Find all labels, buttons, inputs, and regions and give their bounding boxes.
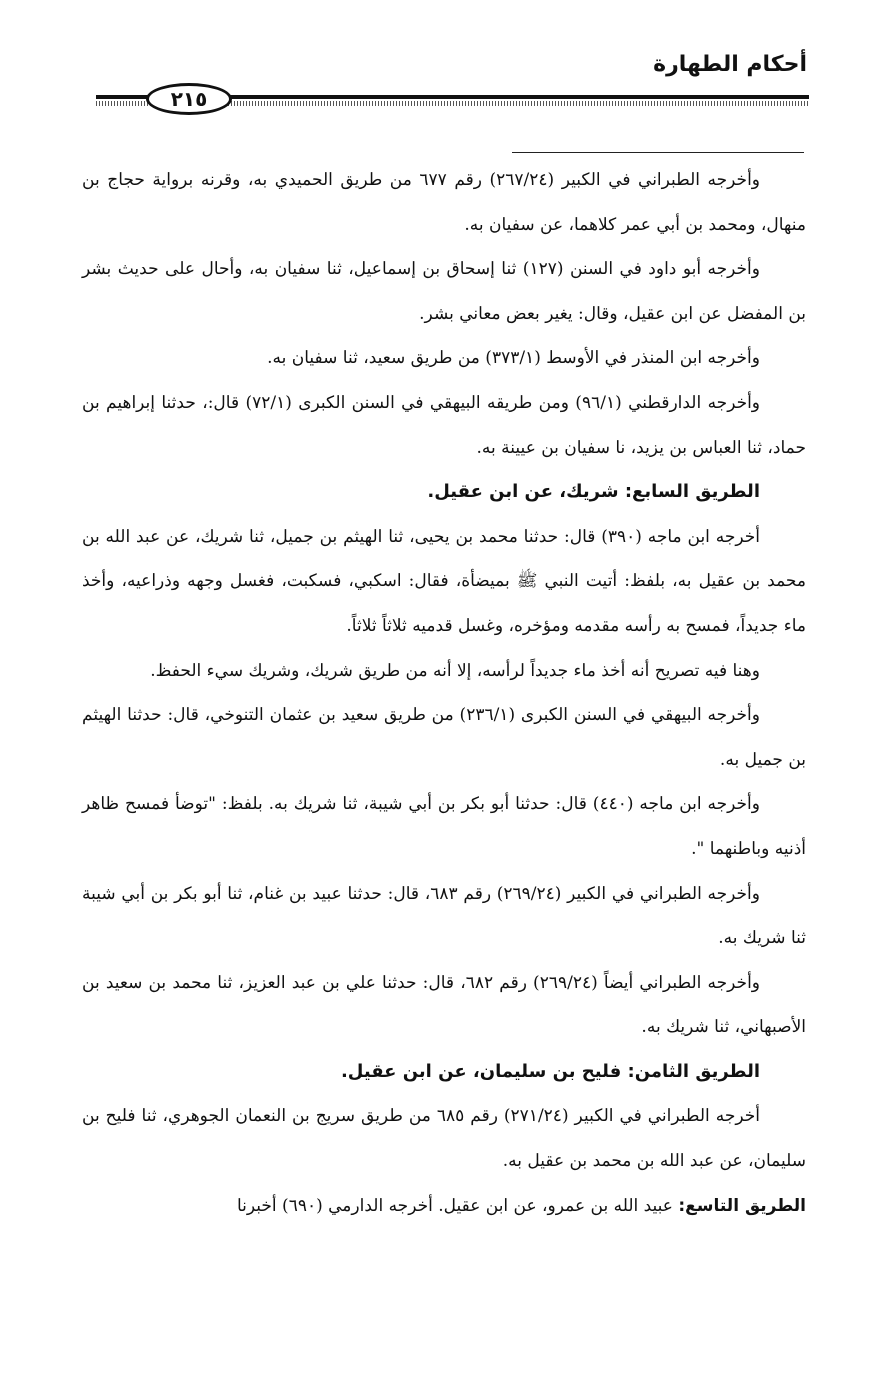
paragraph: وأخرجه الطبراني في الكبير (٢٦٩/٢٤) رقم ٦٨٣، قال: حدثنا عبيد بن غنام، ثنا أبو بكر بن أبي شيبة ثنا شريك به. bbox=[82, 883, 806, 949]
paragraph: أخرجه ابن ماجه (٣٩٠) قال: حدثنا محمد بن يحيى، ثنا الهيثم بن جميل، ثنا شريك، عن عبد الله بن محمد بن عقيل به، بلفظ: أتيت النبي ﷺ بميضأة، فقال: اسكبي، فسكبت، فغسل وجهه وذراعيه، وأخذ ماء جديداً، فمسح به رأسه مقدمه ومؤخره، وغسل قدميه ثلاثاً ثلاثاً. bbox=[82, 526, 806, 636]
paragraph: وأخرجه ابن المنذر في الأوسط (٣٧٣/١) من طريق سعيد، ثنا سفيان به. bbox=[267, 348, 760, 369]
paragraph: وهنا فيه تصريح أنه أخذ ماء جديداً لرأسه، إلا أنه من طريق شريك، وشريك سيء الحفظ. bbox=[150, 660, 760, 681]
page-number: ٢١٥ bbox=[170, 87, 208, 111]
section-heading: الطريق السابع: شريك، عن ابن عقيل. bbox=[427, 481, 760, 503]
main-text bbox=[82, 158, 806, 1228]
page-number-badge bbox=[146, 83, 232, 115]
paragraph: وأخرجه ابن ماجه (٤٤٠) قال: حدثنا أبو بكر بن أبي شيبة، ثنا شريك به. بلفظ: "توضأ فمسح ظاهر أذنيه وباطنهما ". bbox=[82, 794, 806, 859]
paragraph: وأخرجه الدارقطني (٩٦/١) ومن طريقه البيهقي في السنن الكبرى (٧٢/١) قال:، حدثنا إبراهيم بن حماد، ثنا العباس بن يزيد، نا سفيان بن عيينة به. bbox=[82, 392, 806, 458]
book-title: أحكام الطهارة bbox=[653, 52, 807, 77]
paragraph-text: عبيد الله بن عمرو، عن ابن عقيل. أخرجه الدارمي (٦٩٠) أخبرنا bbox=[236, 1195, 679, 1216]
paragraph: أخرجه الطبراني في الكبير (٢٧١/٢٤) رقم ٦٨٥ من طريق سريج بن النعمان الجوهري، ثنا فليح بن سليمان، عن عبد الله بن محمد بن عقيل به. bbox=[82, 1106, 806, 1172]
paragraph bbox=[82, 1184, 806, 1229]
paragraph: وأخرجه الطبراني في الكبير (٢٦٧/٢٤) رقم ٦٧٧ من طريق الحميدي به، وقرنه برواية حجاج بن منهال، ومحمد بن أبي عمر كلاهما، عن سفيان به. bbox=[82, 170, 806, 235]
paragraph: وأخرجه أبو داود في السنن (١٢٧) ثنا إسحاق بن إسماعيل، ثنا سفيان به، وأحال على حديث بشر بن المفضل عن ابن عقيل، وقال: يغير بعض معاني بشر. bbox=[82, 259, 806, 324]
section-heading: الطريق الثامن: فليح بن سليمان، عن ابن عقيل. bbox=[340, 1060, 760, 1082]
section-heading-inline: الطريق التاسع: bbox=[678, 1195, 806, 1216]
paragraph: وأخرجه الطبراني أيضاً (٢٦٩/٢٤) رقم ٦٨٢، قال: حدثنا علي بن عبد العزيز، ثنا محمد بن سعيد بن الأصبهاني، ثنا شريك به. bbox=[82, 972, 806, 1038]
page-header bbox=[0, 0, 873, 130]
footnote-separator bbox=[512, 152, 804, 153]
paragraph: وأخرجه البيهقي في السنن الكبرى (٢٣٦/١) من طريق سعيد بن عثمان التنوخي، قال: حدثنا الهيثم بن جميل به. bbox=[82, 705, 806, 770]
